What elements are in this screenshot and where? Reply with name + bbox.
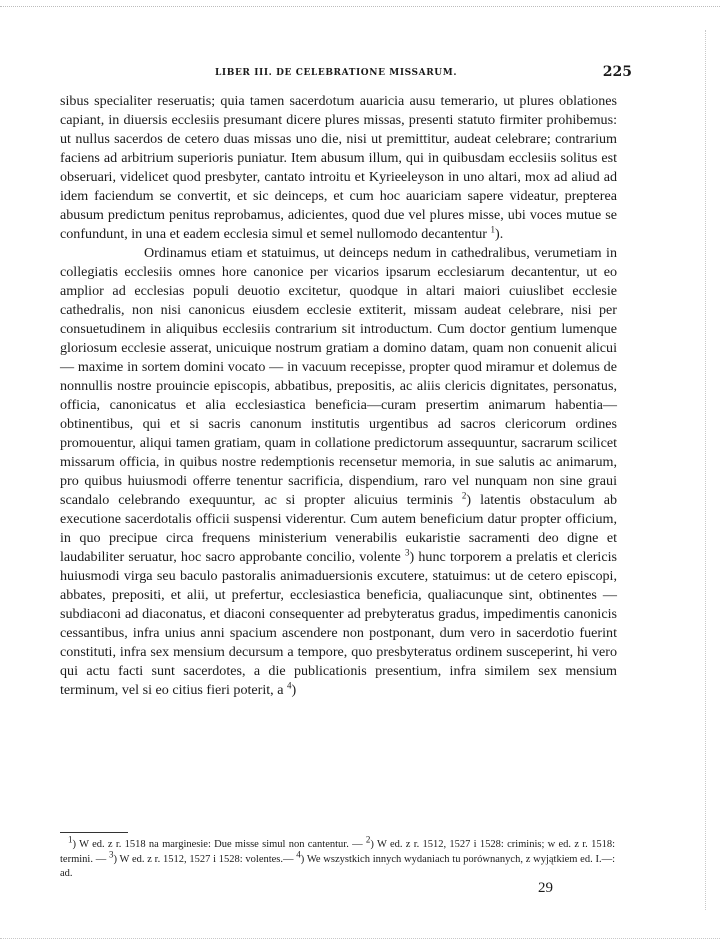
running-title: LIBER III. DE CELEBRATIONE MISSARUM. (215, 68, 458, 78)
footnote-ref-1: 1 (490, 224, 496, 235)
footnote-ref-4: 4 (287, 680, 292, 691)
page-number: 225 (602, 64, 632, 80)
footnote-ref-3: 3 (404, 547, 410, 558)
scan-edge-right (705, 30, 706, 910)
footnote-2-number: 2 (365, 834, 371, 845)
footnote-block (60, 834, 616, 882)
paragraph-1-text-b: ). (495, 226, 504, 242)
paragraph-1-text-a: sibus specialiter reseruatis; quia tamen sacerdotum auaricia ausu temerario, ut plures oblationes capiant, in diuersis ecclesiis presumant dicere plures missas, presenti statuto firmiter prohibemus: ut nullus sacerdos de cetero duas missas uno die, nisi ut premittitur, audeat celebrare; contrarium faciens ad arbitrium superioris puniatur. Item abusum illum, qui in quibusdam ecclesiis solitus est obseruari, videlicet quod presbyter, cantato introitu et Kyrieeleyson in uno altari, mox ad aliud ad idem faciendum se convertit, et sic deinceps, et cum hoc auariciam sapere videatur, prepterea abusum predictum penitus reprobamus, adicientes, quod due vel plures misse, ubi voces mutue se confundunt, in una et eadem ecclesia simul et semel nullomodo decantentur (60, 93, 617, 242)
body-text (60, 92, 617, 700)
footnotes (60, 834, 616, 882)
paragraph-2-text-c: ) hunc torporem a prelatis et clericis huiusmodi virga seu baculo pastoralis animaduersionis excutere, statuimus: ut de cetero episcopi, abbates, prepositi, et alii, ut prefertur, ecclesiastica beneficia, qualiacunque sint, obtinentes — subdiaconi ad diaconatus, et diaconi consequenter ad prebyteratus gradus, impedimentis canonicis cessantibus, infra unius anni spacium ascendere non postponant, dum vero in sacerdotio fuerint constituti, infra sex mensium decursum a tempore, quo presbyteratus ordinem susceperint, hi vero qui actu facti sunt sacerdotes, a die publicationis presentium, infra similem sex mensium terminum, vel si eo citius fieri poterit, a (60, 549, 617, 698)
paragraph-2 (60, 244, 617, 700)
scan-edge-top (0, 6, 720, 7)
paragraph-2-text-a: Ordinamus etiam et statuimus, ut deinceps nedum in cathedralibus, verumetiam in collegiatis ecclesiis omnes hore canonice per vicarios ipsarum ecclesiarum decantentur, ut eo amplior ad ecclesias populi deuotio excitetur, quodque in altari maiori cuiuslibet ecclesie cathedralis, non nisi canonicus eiusdem ecclesie extiterit, missam audeat celebrare, nisi per consuetudinem in aliquibus ecclesiis contrarium sit introductum. Cum doctor gentium lumenque gloriosum ecclesie asserat, unicuique nostrum gratiam a domino datam, quam non conuenit alicui— maxime in sortem domini vocato — in vacuum recepisse, propter quod miramur et dolemus de nonnullis nostre prouincie episcopis, abbatibus, prepositis, ac aliis clericis dignitates, personatus, officia, canonicatus et alia ecclesiastica beneficia—curam presertim animarum habentia—obtinentibus, qui et si sacris canonum institutis urgentibus ad sacros clericorum ordines promouentur, aliqui tamen gratiam, quam in collatione predictorum assequuntur, sacrarum scilicet missarum officia, in quibus nostre redemptionis recensetur memoria, in sue salutis ac animarum, pro quibus huiusmodi offerre tenentur sacrificia, dispendium, raro vel nunquam non sine graui scandalo celebrando exequuntur, ac si propter alicuius terminis (60, 245, 617, 508)
running-head (60, 64, 632, 82)
footnote-2-text: ) W ed. z r. 1512, 1527 i 1528: criminis; w ed. z r. 1518: termini. — (60, 839, 615, 865)
paragraph-2-text-b: ) latentis obstaculum ab executione sacerdotalis officii suspensi viderentur. Cum autem beneficium datur propter officium, in quo precipue circa frequens ministerium venerabilis eukaristie sacramenti deo digne et laudabiliter seruatur, hoc sacro approbante concilio, volente (60, 492, 618, 565)
footnote-1-text: ) W ed. z r. 1518 na marginesie: Due misse simul non cantentur. — (72, 839, 366, 850)
footnote-ref-2: 2 (461, 490, 467, 501)
sheet-signature: 29 (538, 880, 553, 896)
footnote-4-text: ) We wszystkich innych wydaniach tu porównanych, z wyjątkiem ed. I.—: ad. (60, 853, 616, 879)
footnote-3-number: 3 (108, 849, 114, 859)
footnote-4-number: 4 (296, 849, 301, 859)
scan-edge-bottom (0, 938, 720, 939)
paragraph-1 (60, 92, 617, 244)
footnote-3-text: ) W ed. z r. 1512, 1527 i 1528: volentes.— (113, 853, 297, 865)
paragraph-2-text-d: ) (291, 682, 297, 698)
footnote-rule (60, 832, 128, 833)
footnote-1-number: 1 (68, 834, 73, 845)
